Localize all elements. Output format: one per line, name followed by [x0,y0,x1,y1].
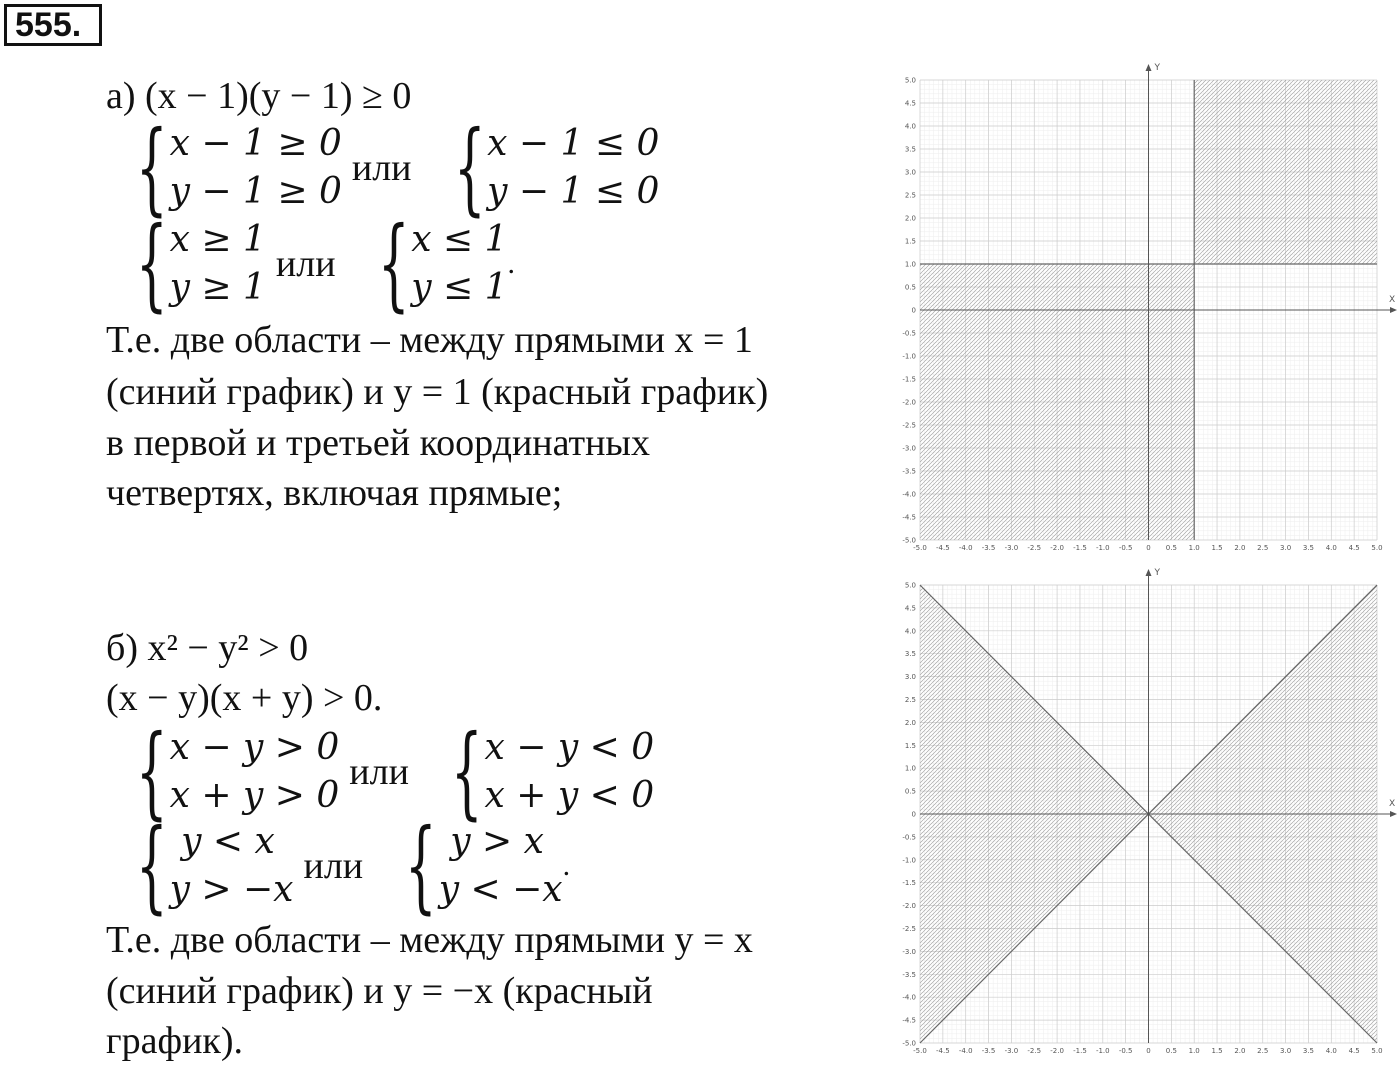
y-tick-label: -4.5 [902,1016,916,1025]
part-a-system-2 [104,205,515,322]
y-tick-label: 4.0 [904,627,916,636]
y-tick-label: 2.5 [904,191,916,200]
y-tick-label: -5.0 [902,1039,916,1048]
part-b-header: б) x² − y² > 0 [106,627,309,669]
graph-b-canvas [890,565,1400,1060]
x-tick-label: -3.5 [981,544,996,552]
part-b-system-1 [104,713,655,830]
x-tick-label: -5.0 [913,1047,927,1055]
y-axis-arrow-icon [1146,64,1152,71]
y-tick-label: 2.0 [904,718,916,727]
y-tick-label: 1.5 [904,741,916,750]
part-a-text-4: четвертях, включая прямые; [106,472,563,514]
brace-icon: { [135,807,168,924]
y-tick-label: -3.5 [902,970,916,979]
x-axis-label: X [1389,799,1396,809]
brace-icon: { [453,109,486,226]
system-row: x + y < 0 [484,775,655,816]
x-tick-label: -4.5 [936,1047,950,1055]
y-tick-label: -0.5 [902,833,916,842]
x-tick-label: -5.0 [913,544,927,552]
x-tick-label: -2.0 [1050,1047,1064,1055]
y-tick-label: -1.5 [902,375,916,384]
system-row: y < −x [438,869,563,910]
part-a-text-1: Т.е. две области – между прямыми x = 1 [106,319,753,361]
brace-icon: { [135,109,168,226]
x-tick-label: 0.5 [1165,544,1177,552]
y-tick-label: 3.5 [904,650,916,659]
x-tick-label: -4.0 [958,1047,973,1055]
x-axis-arrow-icon [1390,307,1397,313]
x-axis-label: X [1389,295,1396,305]
x-axis-arrow-icon [1390,811,1397,817]
y-tick-label: 1.0 [904,260,916,269]
brace-icon: { [450,713,483,830]
x-tick-label: -4.0 [958,544,973,552]
y-tick-label: -4.0 [902,490,916,499]
y-axis-arrow-icon [1146,569,1152,576]
system-row: x + y > 0 [169,775,340,816]
period: . [507,247,515,280]
x-tick-label: -1.5 [1073,544,1087,552]
system-row: x ≤ 1 [411,219,508,260]
or-label: или [349,751,409,793]
y-tick-label: 3.0 [904,168,916,177]
y-tick-label: -4.5 [902,513,916,522]
y-tick-label: 0.5 [904,283,916,292]
x-tick-label: 5.0 [1371,1047,1383,1055]
y-tick-label: 4.5 [904,604,916,613]
x-tick-label: 1.5 [1211,1047,1223,1055]
y-tick-label: -1.0 [902,352,916,361]
y-tick-label: -0.5 [902,329,916,338]
y-tick-label: 0.5 [904,787,916,796]
y-tick-label: 3.5 [904,145,916,154]
x-tick-label: 1.5 [1211,544,1223,552]
system-row: x ≥ 1 [169,219,266,260]
x-tick-label: 3.0 [1280,544,1292,552]
system-row: y ≥ 1 [169,267,266,308]
or-label: или [275,243,336,285]
part-b-system-2 [104,807,571,924]
y-tick-label: 0 [911,306,916,315]
part-b-text-2: (синий график) и y = −x (красный [106,970,653,1012]
x-tick-label: -1.0 [1095,1047,1110,1055]
x-tick-label: -1.0 [1095,544,1110,552]
system-row: y < x [169,821,275,862]
y-tick-label: 1.0 [904,764,916,773]
y-axis-label: Y [1154,568,1160,578]
y-tick-label: 5.0 [904,581,916,590]
graph-b [890,565,1400,1060]
system-row: y − 1 ≥ 0 [169,171,342,212]
x-tick-label: -1.5 [1073,1047,1087,1055]
x-tick-label: 0.5 [1165,1047,1177,1055]
y-tick-label: -4.0 [902,993,916,1002]
x-tick-label: 0 [1146,544,1151,552]
y-tick-label: 2.0 [904,214,916,223]
part-b-line-2: (x − y)(x + y) > 0. [106,677,383,719]
system-row: x − 1 ≥ 0 [169,123,342,164]
system-row: y > x [438,821,544,862]
brace-icon: { [135,205,168,322]
y-tick-label: -2.0 [902,902,916,911]
x-tick-label: -2.5 [1027,544,1042,552]
system-row: x − y > 0 [169,727,340,768]
part-b-text-1: Т.е. две области – между прямыми y = x [106,919,753,961]
y-tick-label: 4.5 [904,99,916,108]
y-tick-label: 4.0 [904,122,916,131]
x-tick-label: 3.0 [1280,1047,1292,1055]
x-tick-label: 2.5 [1257,544,1269,552]
shaded-region [1194,80,1377,264]
x-tick-label: 2.0 [1234,544,1246,552]
shaded-region [920,264,1194,540]
y-tick-label: -1.5 [902,879,916,888]
y-tick-label: -3.5 [902,467,916,476]
system-row: x − 1 ≤ 0 [487,123,660,164]
y-tick-label: -3.0 [902,444,916,453]
x-tick-label: 3.5 [1302,544,1315,552]
system-row: x − y < 0 [484,727,655,768]
x-tick-label: -2.5 [1027,1047,1042,1055]
x-tick-label: 4.5 [1348,544,1360,552]
x-tick-label: 1.0 [1188,544,1200,552]
or-label: или [303,845,364,887]
part-a-text-3: в первой и третьей координатных [106,422,650,464]
x-tick-label: -4.5 [936,544,950,552]
y-tick-label: -2.5 [902,421,916,430]
y-tick-label: -2.5 [902,925,916,933]
graph-a [890,60,1400,560]
part-a-header: а) (x − 1)(y − 1) ≥ 0 [106,75,412,117]
x-tick-label: 1.0 [1188,1047,1200,1055]
system-row: y − 1 ≤ 0 [487,171,660,212]
part-a-text-2: (синий график) и y = 1 (красный график) [106,371,769,413]
x-tick-label: 2.0 [1234,1047,1246,1055]
x-tick-label: -2.0 [1050,544,1064,552]
x-tick-label: -0.5 [1118,544,1133,552]
brace-icon: { [377,205,410,322]
y-axis-label: Y [1154,63,1160,73]
x-tick-label: 2.5 [1257,1047,1269,1055]
x-tick-label: 4.0 [1325,544,1337,552]
brace-icon: { [135,713,168,830]
y-tick-label: -3.0 [902,947,916,956]
x-tick-label: 5.0 [1371,544,1383,552]
y-tick-label: 0 [911,810,916,819]
x-tick-label: -3.5 [981,1047,996,1055]
x-tick-label: 0 [1146,1047,1151,1055]
brace-icon: { [404,807,437,924]
y-tick-label: -5.0 [902,536,916,545]
graph-a-canvas [890,60,1400,560]
y-tick-label: 3.0 [904,673,916,682]
x-tick-label: -0.5 [1118,1047,1133,1055]
or-label: или [351,147,412,189]
x-tick-label: 4.0 [1325,1047,1337,1055]
y-tick-label: 2.5 [904,696,916,704]
system-row: y ≤ 1 [411,267,508,308]
x-tick-label: 4.5 [1348,1047,1360,1055]
y-tick-label: -1.0 [902,856,916,865]
x-tick-label: -3.0 [1004,1047,1019,1055]
problem-number: 555. [4,4,102,46]
system-row: y > −x [169,869,294,910]
part-a-system-1 [104,109,660,226]
x-tick-label: 3.5 [1302,1047,1315,1055]
x-tick-label: -3.0 [1004,544,1019,552]
y-tick-label: 1.5 [904,237,916,246]
period: . [562,849,571,882]
y-tick-label: 5.0 [904,76,916,85]
y-tick-label: -2.0 [902,398,916,407]
part-b-text-3: график). [106,1020,244,1062]
